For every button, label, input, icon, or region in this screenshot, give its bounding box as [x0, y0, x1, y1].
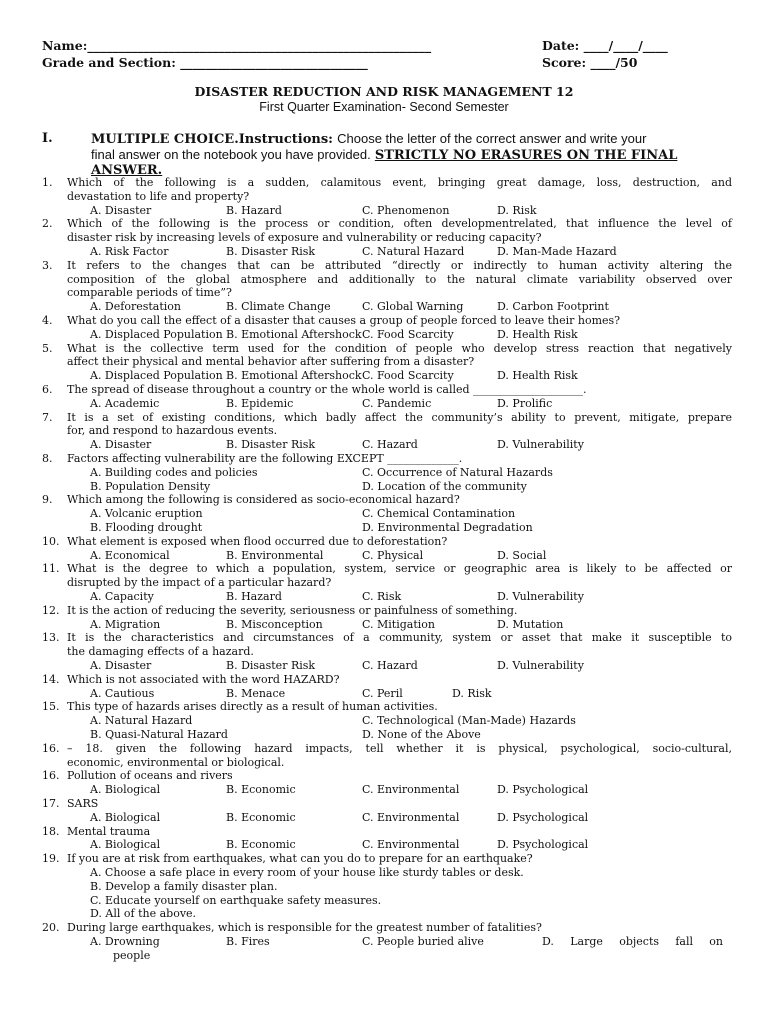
name-field[interactable]: Name:_______________________________________________________ [42, 38, 432, 53]
question-text: What is the degree to which a population, system, service or geographic area is likely to be affected or [67, 562, 732, 576]
strict-warning: STRICTLY NO ERASURES ON THE FINAL [374, 148, 678, 163]
answer-option[interactable]: A. Displaced Population [90, 327, 223, 341]
answer-option[interactable]: A. Disaster [90, 659, 152, 672]
question-number: 9. [42, 493, 53, 507]
answer-option[interactable]: C. Phenomenon [362, 203, 450, 217]
answer-option[interactable]: B. Disaster Risk [226, 659, 316, 672]
answer-option[interactable]: B. Economic [226, 810, 296, 824]
question-number: 2. [42, 217, 53, 231]
question-number: 16. [42, 741, 60, 755]
question-text: Which of the following is a sudden, calamitous event, bringing great damage, loss, destruction, and [67, 176, 732, 189]
question-text: the damaging effects of a hazard. [67, 645, 254, 659]
section-numeral: I. [42, 131, 53, 146]
answer-option[interactable]: B. Menace [226, 686, 286, 700]
answer-option[interactable]: C. Hazard [362, 438, 418, 452]
exam-title: DISASTER REDUCTION AND RISK MANAGEMENT 12 [194, 84, 574, 99]
question-text: economic, environmental or biological. [67, 755, 285, 769]
answer-option[interactable]: A. Drowning [90, 935, 160, 948]
question-text: Mental trauma [67, 824, 151, 838]
answer-option[interactable]: A. Displaced Population [90, 369, 223, 383]
answer-option[interactable]: D. Carbon Footprint [497, 300, 609, 314]
question-number: 8. [42, 452, 53, 465]
instructions-text: Choose the letter of the correct answer and write your [337, 131, 647, 146]
answer-option[interactable]: B. Hazard [226, 590, 282, 603]
answer-option[interactable]: B. Environmental [226, 548, 324, 562]
answer-option[interactable]: A. Academic [90, 396, 160, 410]
answer-option[interactable]: C. Global Warning [362, 300, 464, 314]
answer-option[interactable]: A. Choose a safe place in every room of your house like sturdy tables or desk. [90, 866, 524, 879]
answer-option[interactable]: C. Food Scarcity [362, 327, 454, 341]
question-number: 14. [42, 672, 60, 686]
answer-option[interactable]: D. Psychological [497, 783, 589, 797]
answer-option[interactable]: C. Educate yourself on earthquake safety measures. [90, 893, 382, 907]
answer-option[interactable]: D. Environmental Degradation [362, 521, 533, 534]
answer-option[interactable]: C. Environmental [362, 838, 460, 852]
answer-option[interactable]: D. Vulnerability [497, 590, 584, 603]
answer-option[interactable]: C. Chemical Contamination [362, 507, 516, 521]
answer-option[interactable]: A. Cautious [90, 686, 155, 700]
question-number: 4. [42, 314, 53, 327]
question-text: comparable periods of time”? [67, 286, 232, 300]
answer-option[interactable]: D. Mutation [497, 617, 564, 631]
answer-option[interactable]: A. Risk Factor [90, 245, 169, 258]
answer-option[interactable]: D. Location of the community [362, 479, 527, 493]
section-instructions [91, 131, 725, 178]
answer-option[interactable]: D. Risk [497, 203, 537, 217]
question-number: 16. [42, 769, 60, 783]
question-text: Factors affecting vulnerability are the following EXCEPT _____________. [67, 452, 463, 465]
question-text: It is the characteristics and circumstances of a community, system or asset that make it susceptible to [67, 631, 732, 645]
question-number: 7. [42, 410, 53, 424]
date-field[interactable]: Date: ____/____/____ [542, 38, 668, 53]
question-number: 15. [42, 700, 60, 714]
answer-option[interactable]: D. Man-Made Hazard [497, 245, 617, 258]
question-text: SARS [67, 797, 99, 810]
answer-option[interactable]: A. Building codes and policies [90, 465, 258, 479]
question-text: composition of the global atmosphere and additionally to the natural climate variability observed over [67, 272, 732, 286]
answer-option[interactable]: C. Pandemic [362, 396, 432, 410]
question-text: During large earthquakes, which is responsible for the greatest number of fatalities? [67, 921, 542, 935]
question-text: Which is not associated with the word HAZARD? [67, 672, 340, 686]
answer-option[interactable]: D. Psychological [497, 838, 589, 852]
question-number: 19. [42, 852, 60, 866]
question-text: – 18. given the following hazard impacts, tell whether it is physical, psychological, socio-cultural, [67, 741, 732, 755]
question-text: What do you call the effect of a disaster that causes a group of people forced to leave their homes? [67, 314, 621, 327]
question-text: Pollution of oceans and rivers [67, 769, 233, 783]
answer-option[interactable]: C. Occurrence of Natural Hazards [362, 465, 553, 479]
question-number: 10. [42, 534, 60, 548]
answer-option[interactable]: B. Emotional Aftershock [226, 327, 362, 341]
answer-option[interactable]: D. Social [497, 548, 547, 562]
question-number: 18. [42, 824, 60, 838]
answer-option[interactable]: B. Economic [226, 783, 296, 797]
question-text: disaster risk by increasing levels of exposure and vulnerability or reducing capacity? [67, 231, 542, 245]
answer-option[interactable]: A. Disaster [90, 203, 152, 217]
answer-option[interactable]: A. Deforestation [90, 300, 181, 314]
question-number: 6. [42, 383, 53, 396]
answer-option[interactable]: C. Mitigation [362, 617, 435, 631]
answer-option[interactable]: C. Physical [362, 548, 424, 562]
answer-option[interactable]: D. Risk [452, 686, 492, 700]
answer-option[interactable]: B. Population Density [90, 479, 211, 493]
answer-option[interactable]: B. Climate Change [226, 300, 331, 314]
answer-option[interactable]: A. Capacity [90, 590, 154, 603]
answer-option[interactable]: C. Technological (Man-Made) Hazards [362, 714, 576, 728]
question-number: 1. [42, 176, 53, 189]
answer-option[interactable]: C. People buried alive [362, 935, 484, 948]
answer-option[interactable]: A. Migration [90, 617, 161, 631]
answer-option[interactable]: D. Large objects fall on [542, 935, 723, 948]
question-number: 13. [42, 631, 60, 645]
answer-option[interactable]: D. Vulnerability [497, 438, 584, 452]
answer-option[interactable]: A. Natural Hazard [90, 714, 193, 728]
grade-section-field[interactable]: Grade and Section: ______________________________ [42, 55, 368, 70]
question-text: What element is exposed when flood occurred due to deforestation? [67, 534, 448, 548]
question-text: If you are at risk from earthquakes, what can you do to prepare for an earthquake? [67, 852, 533, 866]
question-number: 17. [42, 797, 60, 810]
answer-option[interactable]: B. Misconception [226, 617, 323, 631]
answer-option[interactable]: D. Health Risk [497, 369, 578, 383]
answer-option[interactable]: A. Biological [90, 810, 161, 824]
answer-option[interactable]: B. Flooding drought [90, 521, 203, 534]
question-text: Which of the following is the process or condition, often developmentrelated, that influence the level of [67, 217, 732, 231]
question-number: 20. [42, 921, 60, 935]
answer-option[interactable]: C. Peril [362, 686, 403, 700]
answer-option[interactable]: C. Environmental [362, 810, 460, 824]
answer-option[interactable]: B. Hazard [226, 203, 282, 217]
strict-warning-2: ANSWER. [91, 163, 163, 178]
answer-option[interactable]: B. Quasi-Natural Hazard [90, 728, 228, 741]
answer-option[interactable]: B. Emotional Aftershock [226, 369, 362, 383]
answer-option[interactable]: A. Volcanic eruption [90, 507, 203, 521]
answer-option[interactable]: B. Disaster Risk [226, 438, 316, 452]
instructions-heading: MULTIPLE CHOICE.Instructions: [91, 132, 333, 147]
answer-option[interactable]: A. Economical [90, 548, 170, 562]
answer-option[interactable]: D. Prolific [497, 396, 553, 410]
question-text: This type of hazards arises directly as a result of human activities. [67, 700, 438, 714]
question-text: disrupted by the impact of a particular hazard? [67, 576, 332, 590]
instructions-text-2: final answer on the notebook you have provided. [91, 147, 371, 162]
answer-option[interactable]: B. Fires [226, 935, 270, 948]
answer-option[interactable]: C. Risk [362, 590, 402, 603]
answer-option[interactable]: C. Natural Hazard [362, 245, 465, 258]
answer-option[interactable]: B. Disaster Risk [226, 245, 316, 258]
answer-option[interactable]: B. Economic [226, 838, 296, 852]
answer-option[interactable]: D. Health Risk [497, 327, 578, 341]
answer-option[interactable]: D. Psychological [497, 810, 589, 824]
question-text: Which among the following is considered as socio-economical hazard? [67, 493, 460, 507]
question-number: 5. [42, 341, 53, 355]
answer-option[interactable]: C. Hazard [362, 659, 418, 672]
question-text: affect their physical and mental behavior after suffering from a disaster? [67, 355, 475, 369]
answer-option[interactable]: B. Develop a family disaster plan. [90, 879, 278, 893]
question-text: devastation to life and property? [67, 189, 250, 203]
answer-option[interactable]: A. Biological [90, 838, 161, 852]
question-text: What is the collective term used for the condition of people who develop stress reaction that negatively [67, 341, 732, 355]
answer-option[interactable]: D. None of the Above [362, 728, 481, 741]
score-field: Score: ____/50 [542, 55, 638, 70]
question-text: It is the action of reducing the severity, seriousness or painfulness of something. [67, 603, 518, 617]
question-text: It is a set of existing conditions, which badly affect the community’s ability to prevent, mitigate, prepare [67, 410, 732, 424]
question-number: 3. [42, 258, 53, 272]
answer-option[interactable]: A. Disaster [90, 438, 152, 452]
question-text: It refers to the changes that can be attributed “directly or indirectly to human activity altering the [67, 258, 732, 272]
question-text: for, and respond to hazardous events. [67, 424, 278, 438]
answer-option[interactable]: B. Epidemic [226, 396, 294, 410]
answer-option[interactable]: D. Vulnerability [497, 659, 584, 672]
answer-option[interactable]: A. Biological [90, 783, 161, 797]
answer-option[interactable]: C. Environmental [362, 783, 460, 797]
question-number: 11. [42, 562, 60, 576]
answer-option-cont: people [113, 948, 151, 962]
answer-option[interactable]: D. All of the above. [90, 907, 197, 921]
question-number: 12. [42, 603, 60, 617]
exam-subtitle: First Quarter Examination- Second Semester [259, 100, 509, 114]
question-text: The spread of disease throughout a country or the whole world is called ____________________. [67, 383, 587, 396]
answer-option[interactable]: C. Food Scarcity [362, 369, 454, 383]
